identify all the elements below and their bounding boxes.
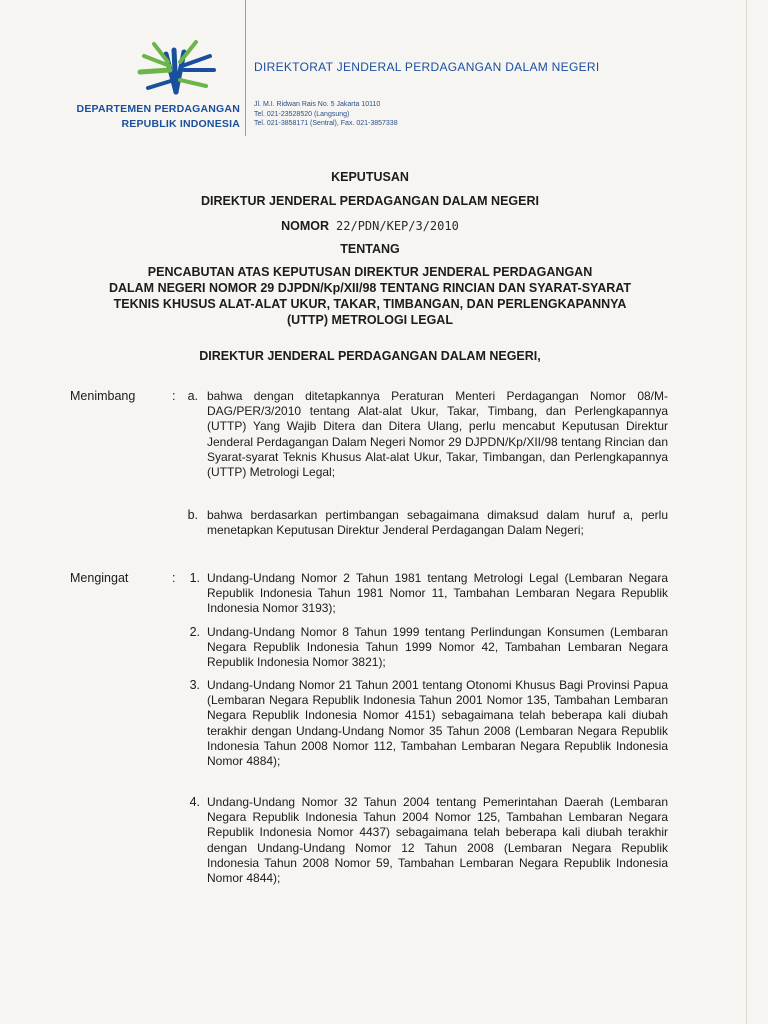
mengingat-marker-2: 2. [189,625,200,639]
address-line-2: Tel. 021-23528520 (Langsung) [254,110,350,118]
address-block [254,100,398,129]
address-line-3: Tel. 021-3858171 (Sentral), Fax. 021-3857338 [254,120,398,127]
letterhead-divider [245,0,246,136]
org-line-2: REPUBLIK INDONESIA [121,118,240,130]
nomor-label: NOMOR [281,219,330,233]
mengingat-item-2: Undang-Undang Nomor 8 Tahun 1999 tentang Perlindungan Konsumen (Lembaran Negara Republik Indonesia Tahun 1999 Nomor 42, Tambahan Lembaran Negara Republik Indonesia Nomor 3821); [207,625,668,670]
subject-line-4: (UTTP) METROLOGI LEGAL [287,313,453,327]
scan-edge [746,0,747,1024]
mengingat-marker-4: 4. [189,795,200,809]
menimbang-item-a: bahwa dengan ditetapkannya Peraturan Menteri Perdagangan Nomor 08/M-DAG/PER/3/2010 tentang Alat-alat Ukur, Takar, Timbang, dan Perlengkapannya (UTTP) Yang Wajib Ditera dan Ditera Ulang, perlu mencabut Keputusan Direktur Jenderal Perdagangan Dalam Negeri Nomor 29 DJPDN/Kp/XII/98 tentang Rincian dan Syarat-syarat Teknis Khusus Alat-alat Ukur, Takar, Timbangan, dan Perlengkapannya (UTTP) Metrologi Legal; [207,389,668,480]
issuer-heading: DIREKTUR JENDERAL PERDAGANGAN DALAM NEGERI [201,194,539,208]
decree-heading: KEPUTUSAN [331,170,409,184]
mengingat-item-4: Undang-Undang Nomor 32 Tahun 2004 tentang Pemerintahan Daerah (Lembaran Negara Republik Indonesia Tahun 2004 Nomor 125, Tambahan Lembaran Negara Republik Indonesia Nomor 4437) sebagaimana telah beberapa kali diubah terakhir dengan Undang-Undang Nomor 12 Tahun 2008 (Lembaran Negara Republik Indonesia Tahun 2008 Nomor 59, Tambahan Lembaran Negara Republik Indonesia Nomor 4844); [207,795,668,886]
org-line-1: DEPARTEMEN PERDAGANGAN [76,103,240,115]
subject-line-2: DALAM NEGERI NOMOR 29 DJPDN/Kp/XII/98 TENTANG RINCIAN DAN SYARAT-SYARAT [108,281,632,295]
organization-name [60,102,240,132]
subject-line-1: PENCABUTAN ATAS KEPUTUSAN DIREKTUR JENDERAL PERDAGANGAN [147,265,593,279]
menimbang-item-b: bahwa berdasarkan pertimbangan sebagaimana dimaksud dalam huruf a, perlu menetapkan Keputusan Direktur Jenderal Perdagangan Dalam Negeri; [207,508,668,538]
tentang-heading: TENTANG [340,242,400,256]
mengingat-marker-3: 3. [189,678,200,692]
decree-number [60,219,680,233]
mengingat-item-3: Undang-Undang Nomor 21 Tahun 2001 tentang Otonomi Khusus Bagi Provinsi Papua (Lembaran Negara Republik Indonesia Tahun 2001 Nomor 135, Tambahan Lembaran Negara Republik Indonesia Nomor 4151) sebagaimana telah beberapa kali diubah terakhir dengan Undang-Undang Nomor 35 Tahun 2008 (Lembaran Negara Republik Indonesia Tahun 2008 Nomor 112, Tambahan Lembaran Negara Republik Indonesia Nomor 4884); [207,678,668,769]
menimbang-marker-b: b. [187,508,198,522]
menimbang-marker-a: a. [187,389,198,403]
mengingat-item-1: Undang-Undang Nomor 2 Tahun 1981 tentang Metrologi Legal (Lembaran Negara Republik Indonesia Tahun 1981 Nomor 11, Tambahan Lembaran Negara Republik Indonesia Nomor 3193); [207,571,668,616]
nomor-value: 22/PDN/KEP/3/2010 [336,219,459,233]
directorate-name: DIREKTORAT JENDERAL PERDAGANGAN DALAM NEGERI [254,60,600,74]
address-line-1: Jl. M.I. Ridwan Rais No. 5 Jakarta 10110 [254,101,381,108]
menimbang-label: Menimbang [70,389,136,403]
signatory-heading: DIREKTUR JENDERAL PERDAGANGAN DALAM NEGERI, [199,349,541,363]
menimbang-colon: : [172,389,176,403]
mengingat-label: Mengingat [70,571,129,585]
decree-subject [60,264,680,328]
mengingat-marker-1: 1. [189,571,200,585]
subject-line-3: TEKNIS KHUSUS ALAT-ALAT UKUR, TAKAR, TIMBANGAN, DAN PERLENGKAPANNYA [113,297,627,311]
mengingat-colon: : [172,571,176,585]
ministry-logo-icon [130,30,222,96]
